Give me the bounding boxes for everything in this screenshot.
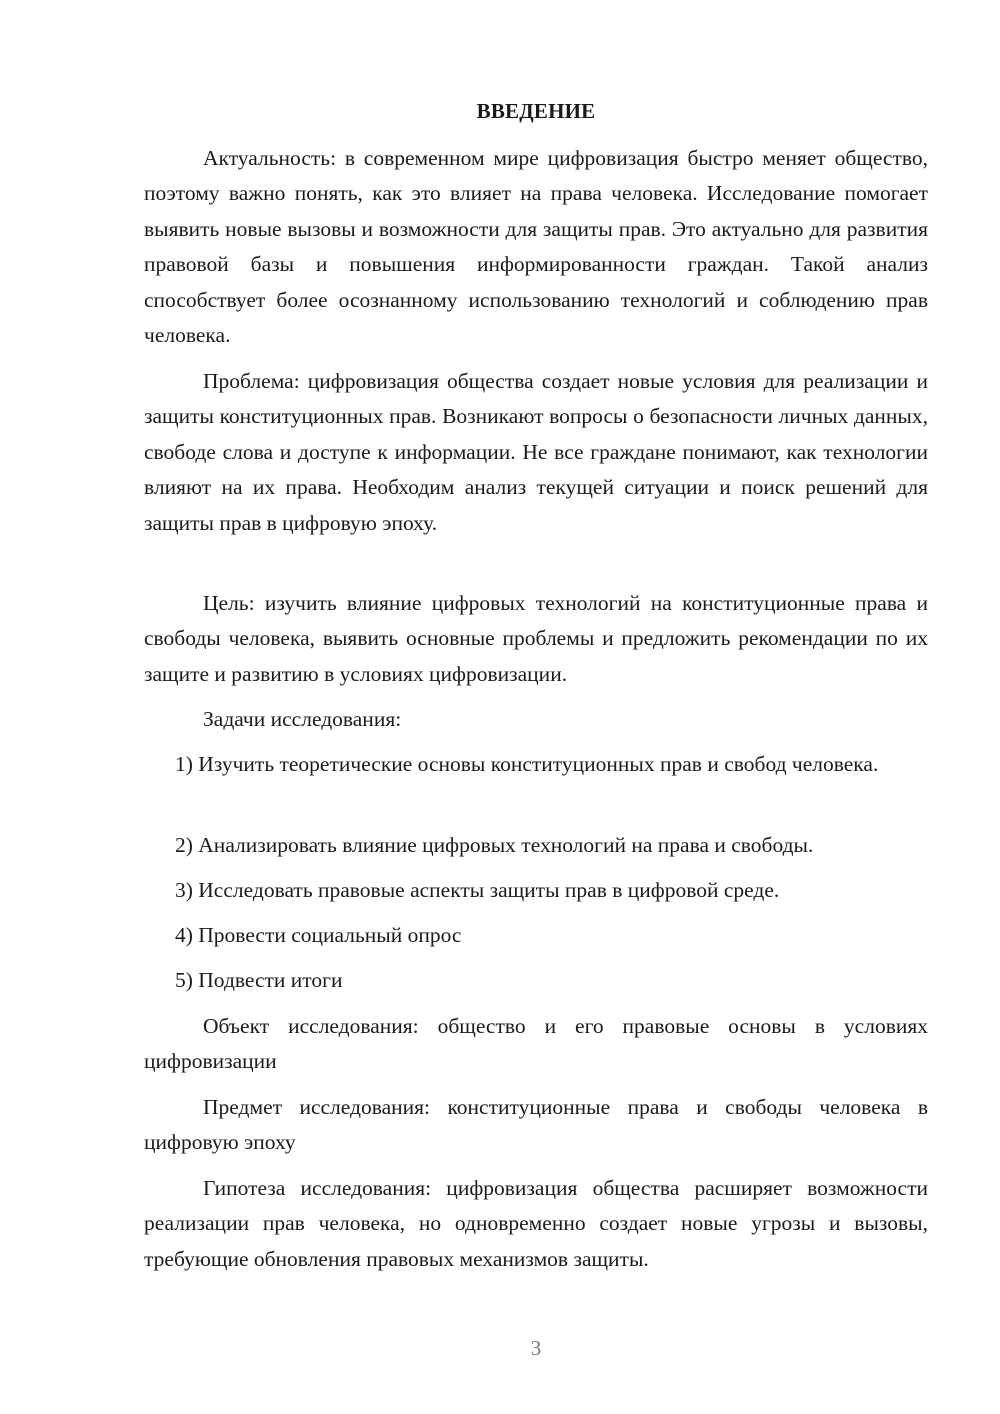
task-item-3: 3) Исследовать правовые аспекты защиты прав в цифровой среде. (175, 878, 780, 902)
object-paragraph: Объект исследования: общество и его правовые основы в условиях цифровизации (144, 1014, 928, 1074)
problem-paragraph: Проблема: цифровизация общества создает новые условия для реализации и защиты конституционных прав. Возникают вопросы о безопасности личных данных, свободе слова и доступе к информации. Не все граждане понимают, как технологии влияют на их права. Необходим анализ текущей ситуации и поиск решений для защиты прав в цифровую эпоху. (144, 369, 928, 535)
relevance-paragraph: Актуальность: в современном мире цифровизация быстро меняет общество, поэтому важно понять, как это влияет на права человека. Исследование помогает выявить новые вызовы и возможности для защиты прав. Это актуально для развития правовой базы и повышения информированности граждан. Такой анализ способствует более осознанному использованию технологий и соблюдению прав человека. (144, 146, 928, 348)
page-number: 3 (530, 1336, 542, 1360)
task-item-2: 2) Анализировать влияние цифровых технологий на права и свободы. (175, 833, 814, 857)
goal-paragraph: Цель: изучить влияние цифровых технологий на конституционные права и свободы человека, выявить основные проблемы и предложить рекомендации по их защите и развитию в условиях цифровизации. (144, 591, 928, 686)
subject-paragraph: Предмет исследования: конституционные права и свободы человека в цифровую эпоху (144, 1095, 928, 1155)
task-item-5: 5) Подвести итоги (175, 968, 343, 992)
task-item-1: 1) Изучить теоретические основы конституционных прав и свобод человека. (175, 752, 879, 776)
task-item-4: 4) Провести социальный опрос (175, 923, 462, 947)
hypothesis-paragraph: Гипотеза исследования: цифровизация общества расширяет возможности реализации прав человека, но одновременно создает новые угрозы и вызовы, требующие обновления правовых механизмов защиты. (144, 1176, 928, 1271)
page-title: ВВЕДЕНИЕ (476, 99, 596, 123)
tasks-heading: Задачи исследования: (203, 707, 402, 731)
